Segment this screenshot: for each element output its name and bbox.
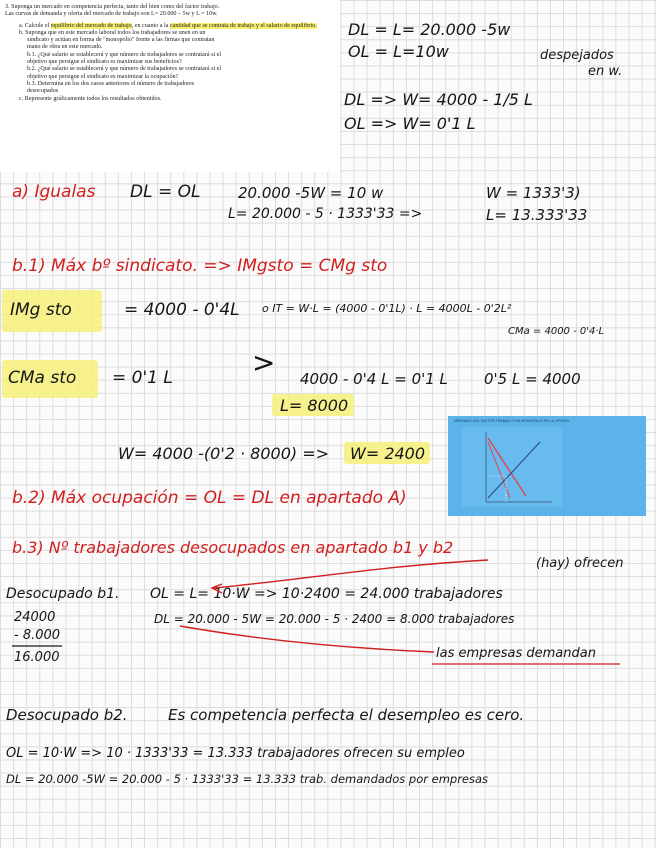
problem-title-1: 3. Suponga un mercado en competencia perfecta, tanto del bien como del factor trabajo. (5, 4, 220, 10)
item-b-1: b. Suponga que en este mercado laboral todos los trabajadores se unen en un (19, 29, 206, 36)
graph-plot (448, 416, 646, 516)
item-b-3: mano de obra en este mercado. (27, 44, 103, 51)
red-arrow-bottom (180, 626, 434, 652)
item-b1-1: b.1. ¿Qué salario se establecerá y que número de trabajadores se contratará si el (27, 51, 222, 58)
w-result: W= 2400 (350, 444, 426, 463)
empresas-demandan: las empresas demandan (436, 646, 596, 661)
a-equation: DL = OL (130, 182, 201, 202)
ol-equation: OL = L=10w (348, 42, 449, 61)
item-b2-2: objetivo que persigue el sindicato es maximizar la ocupación? (27, 73, 179, 80)
desocupado-b2-label: Desocupado b2. (6, 706, 128, 724)
highlight-cantidad: cantidad que se contrata de trabajo y el salario de equilibrio. (169, 22, 317, 29)
a-result-l: L= 13.333'33 (486, 206, 588, 224)
item-b3-1: b.3. Determina en los dos casos anteriores el número de trabajadores (27, 80, 195, 87)
equation-system: 4000 - 0'4 L = 0'1 L (300, 370, 448, 388)
subtraction-top: 24000 (14, 610, 56, 625)
it-equation: o IT = W·L = (4000 - 0'1L) · L = 4000L - 0'2L² (262, 302, 512, 315)
img-equation: = 4000 - 0'4L (124, 300, 240, 320)
equation-system-2: 0'5 L = 4000 (484, 370, 581, 388)
item-b1-2: objetivo que persigue el sindicato es maximizar sus beneficios? (27, 59, 182, 66)
a-result-w: W = 1333'3) (486, 184, 581, 202)
item-a: a. Calcule el equilibrio del mercado de trabajo, en cuanto a la cantidad que se contrata de trabajo y el salario de equilibrio. (19, 22, 317, 29)
dl-w-equation: DL => W= 4000 - 1/5 L (344, 90, 533, 109)
ol-w-equation: OL => W= 0'1 L (344, 114, 476, 133)
dl-b2-calc: DL = 20.000 -5W = 20.000 - 5 · 1333'33 = 13.333 trab. demandados por empresas (6, 772, 489, 786)
en-w-label: en w. (588, 64, 623, 79)
despejados-label: despejados (540, 48, 614, 63)
dl-calc: DL = 20.000 - 5W = 20.000 - 5 · 2400 = 8.000 trabajadores (154, 612, 515, 626)
a-label: a) Igualas (12, 182, 96, 202)
ol-calc: OL = L= 10·W => 10·2400 = 24.000 trabajadores (150, 586, 503, 602)
a-calc-1: 20.000 -5W = 10 w (238, 184, 384, 202)
img-label: IMg sto (10, 300, 72, 320)
desocupado-b1-label: Desocupado b1. (6, 586, 120, 602)
cma-equation: = 0'1 L (112, 368, 173, 388)
comp-perfecta-note: Es competencia perfecta el desempleo es cero. (168, 706, 525, 724)
item-b-2: sindicato y actúan en forma de "monopolio" frente a las firmas que contratan (27, 37, 215, 44)
dl-equation: DL = L= 20.000 -5w (348, 20, 511, 39)
problem-statement (0, 0, 340, 172)
item-b3-2: desocupados (27, 88, 59, 95)
problem-title-2: Las curvas de demanda y oferta del mercado de trabajo son L= 20.000 – 5w y L = 10w. (5, 11, 218, 18)
cma-small: CMa = 4000 - 0'4·L (508, 326, 605, 337)
item-b2-1: b.2. ¿Qué salario se establecerá y que número de trabajadores se contratará si el (27, 66, 222, 73)
b3-title: b.3) Nº trabajadores desocupados en apartado b1 y b2 (12, 538, 454, 557)
l-result: L= 8000 (280, 396, 349, 415)
subtraction-result: 16.000 (14, 650, 60, 665)
subtraction-middle: - 8.000 (14, 628, 61, 643)
b2-title: b.2) Máx ocupación = OL = DL en apartado A) (12, 488, 407, 508)
a-calc-2: L= 20.000 - 5 · 1333'33 => (228, 206, 423, 222)
b1-title: b.1) Máx bº sindicato. => IMgsto = CMg sto (12, 256, 388, 276)
highlight-equilibrio: equilibrio del mercado de trabajo (50, 22, 132, 29)
greater-than-sign: > (252, 346, 276, 379)
cma-label: CMa sto (8, 368, 77, 388)
graph-title: MERCADO DEL FACTOR TRABAJO CON MONOPOLIO EN LA OFERTA (454, 419, 569, 423)
w-calc: W= 4000 -(0'2 · 8000) => (118, 444, 330, 463)
labor-market-graph (448, 416, 646, 516)
item-c: c. Represente gráficamente todos los resultados obtenidos. (19, 95, 162, 102)
graph-plot-area (462, 427, 562, 507)
ol-b2-calc: OL = 10·W => 10 · 1333'33 = 13.333 trabajadores ofrecen su empleo (6, 746, 465, 761)
hay-ofrecen: (hay) ofrecen (536, 556, 624, 571)
red-arrow-top (214, 560, 488, 588)
